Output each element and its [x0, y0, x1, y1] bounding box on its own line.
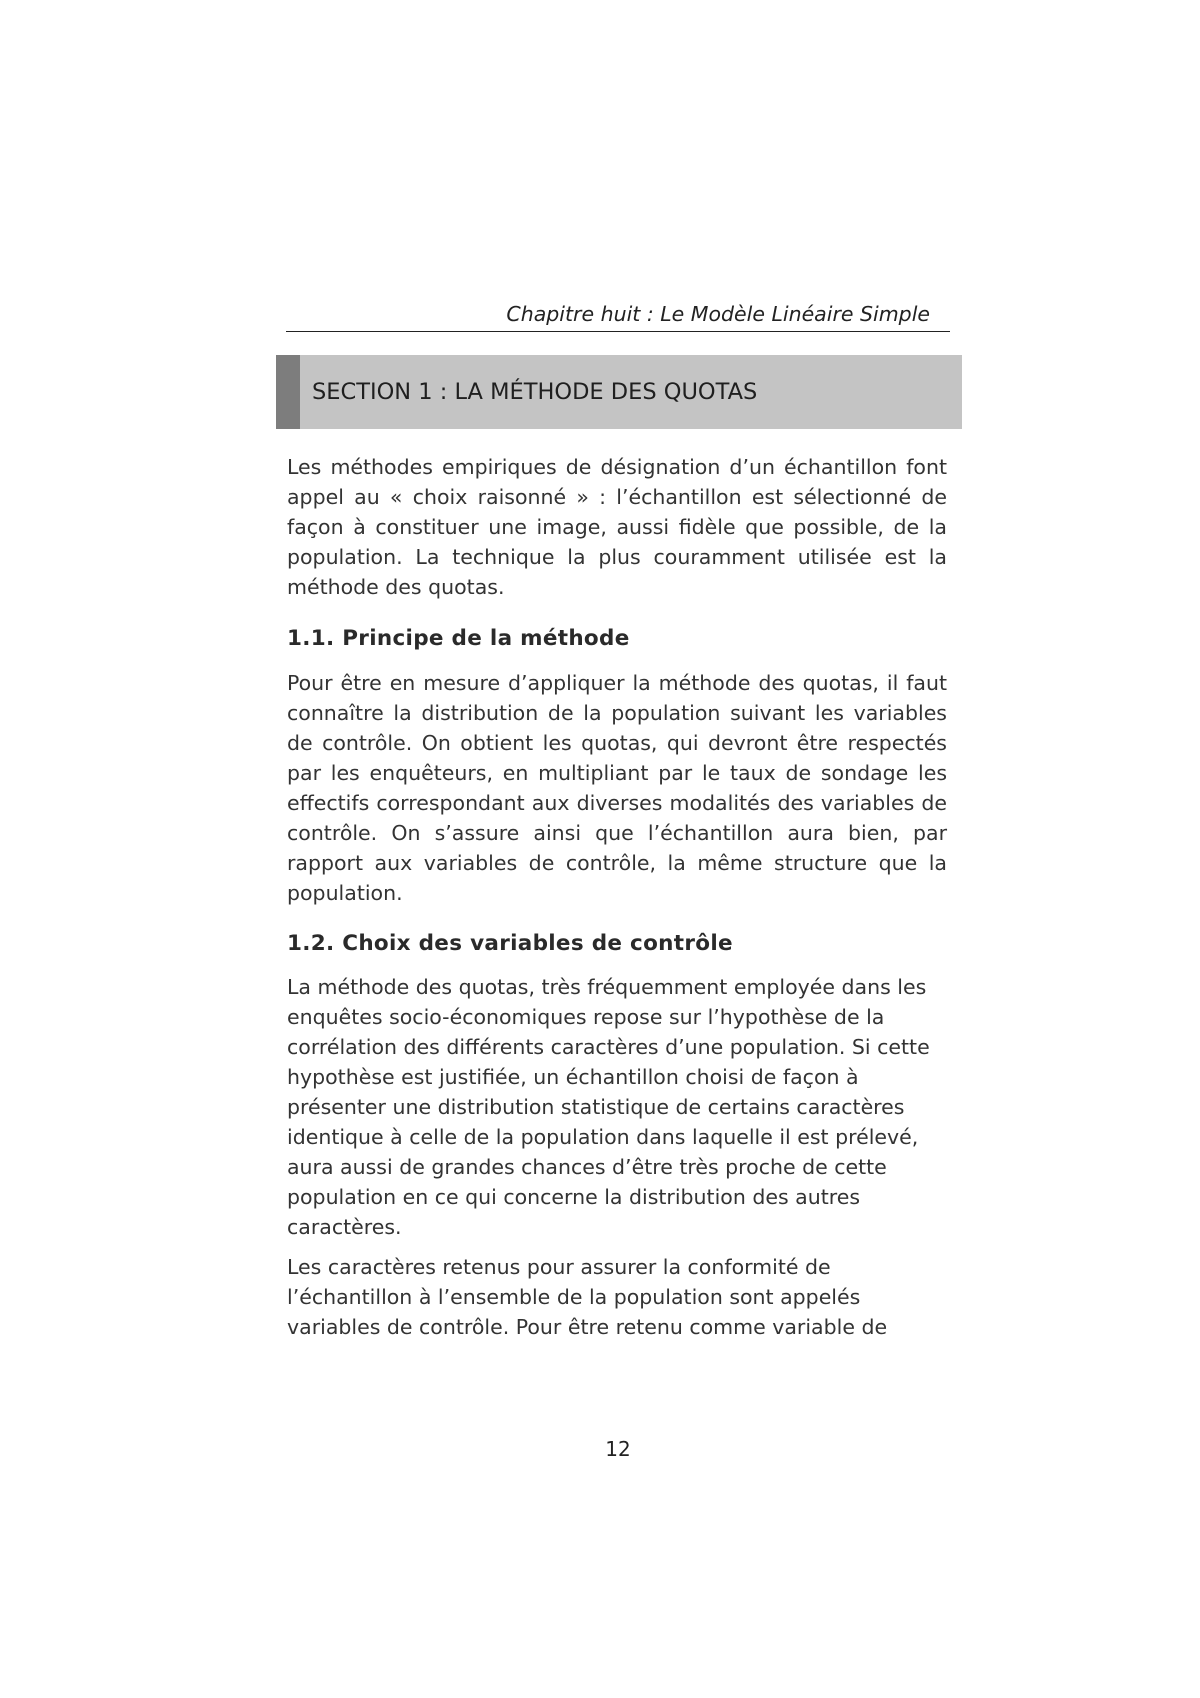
page-number: 12 — [605, 1437, 631, 1461]
header-rule — [286, 331, 950, 332]
section-heading-box — [276, 355, 962, 429]
subsection-heading-1-1: 1.1. Principe de la méthode — [287, 626, 630, 651]
section-accent-bar — [276, 355, 300, 429]
intro-paragraph: Les méthodes empiriques de désignation d’un échantillon font appel au « choix raisonné » : l’échantillon est sélectionné de façon à constituer une image, aussi fidèle que possible, de la population. La technique la plus couramment utilisée est la méthode des quotas. — [287, 455, 947, 599]
running-header: Chapitre huit : Le Modèle Linéaire Simple — [506, 302, 930, 326]
paragraph-choix-2: Les caractères retenus pour assurer la conformité de l’échantillon à l’ensemble de la population sont appelés variables de contrôle. Pour être retenu comme variable de — [287, 1255, 888, 1339]
paragraph-principe: Pour être en mesure d’appliquer la méthode des quotas, il faut connaître la distribution de la population suivant les variables de contrôle. On obtient les quotas, qui devront être respectés par les enquêteurs, en multipliant par le taux de sondage les effectifs correspondant aux diverses modalités des variables de contrôle. On s’assure ainsi que l’échantillon aura bien, par rapport aux variables de contrôle, la même structure que la population. — [287, 671, 947, 905]
paragraph-choix-1: La méthode des quotas, très fréquemment employée dans les enquêtes socio-économiques repose sur l’hypothèse de la corrélation des différents caractères d’une population. Si cette hypothèse est justifiée, un échantillon choisi de façon à présenter une distribution statistique de certains caractères identique à celle de la population dans laquelle il est prélevé, aura aussi de grandes chances d’être très proche de cette population en ce qui concerne la distribution des autres caractères. — [287, 975, 930, 1239]
section-title: SECTION 1 : LA MÉTHODE DES QUOTAS — [312, 379, 758, 405]
subsection-heading-1-2: 1.2. Choix des variables de contrôle — [287, 931, 733, 956]
